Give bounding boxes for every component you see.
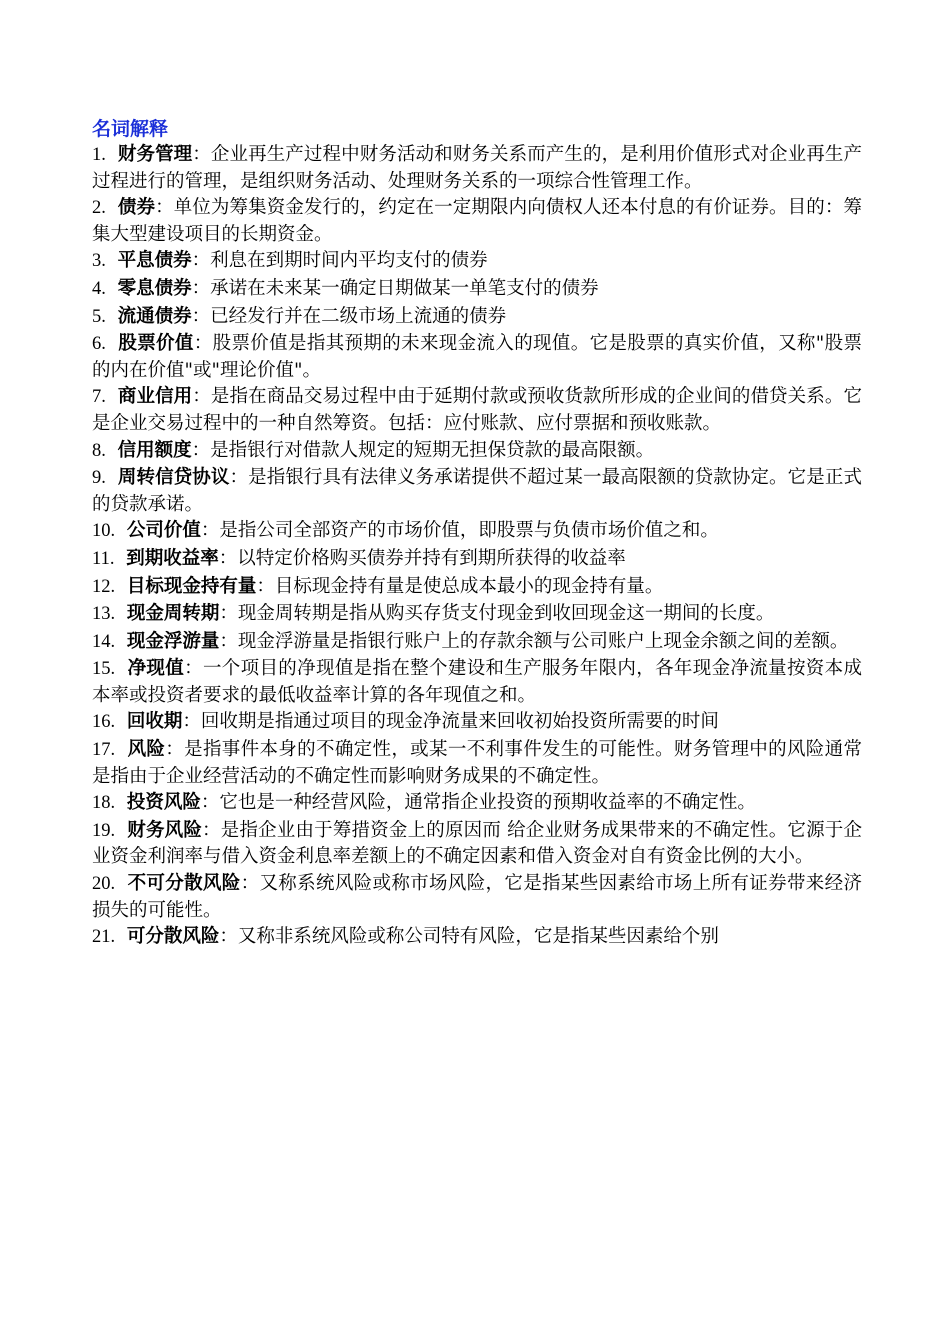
definition-entry [92,438,862,465]
definition-entry [92,331,862,383]
entry-number: 14. [92,631,116,652]
definition-entry [92,142,862,194]
entry-definition: 目标现金持有量是使总成本最小的现金持有量。 [274,575,664,597]
entry-separator: ： [200,792,220,814]
entry-term: 风险 [127,739,166,761]
entry-separator: ： [200,520,220,542]
entry-number: 7. [92,387,106,408]
entry-term: 债券 [117,197,156,219]
entry-separator: ： [184,658,203,680]
entry-number: 13. [92,604,116,625]
definition-entry [92,276,862,303]
entry-number: 16. [92,712,116,733]
entry-definition: 承诺在未来某一确定日期做某一单笔支付的债券 [210,277,599,299]
entry-separator: ： [240,873,260,895]
entry-term: 平息债券 [117,250,192,272]
entry-number: 8. [92,440,106,461]
entry-definition: 回收期是指通过项目的现金净流量来回收初始投资所需要的时间 [200,711,719,733]
entry-definition: 一个项目的净现值是指在整个建设和生产服务年限内，各年现金净流量按资本成本率或投资者要求的最低收益率计算的各年现值之和。 [92,658,862,706]
entry-term: 不可分散风险 [127,873,241,895]
entry-number: 3. [92,251,106,272]
definition-entry [92,465,862,517]
entry-term: 零息债券 [117,277,192,299]
entry-number: 12. [92,576,116,597]
entry-definition: 是指企业由于筹措资金上的原因而 给企业财务成果带来的不确定性。它源于企业资金利润率与借入资金利息率差额上的不确定因素和借入资金对自有资金比例的大小。 [92,819,862,868]
entry-separator: ： [218,547,238,569]
definition-entry [92,574,862,601]
entry-number: 5. [92,306,106,327]
definition-entry [92,601,862,628]
entry-separator: ： [192,144,211,165]
entry-definition: 又称系统风险或称市场风险，它是指某些因素给市场上所有证券带来经济损失的可能性。 [92,873,862,921]
entry-separator: ： [219,630,238,652]
entry-definition: 是指银行对借款人规定的短期无担保贷款的最高限额。 [210,439,655,461]
entry-separator: ： [155,197,174,219]
entry-separator: ： [192,386,211,408]
entry-number: 2. [92,198,106,219]
entry-number: 15. [92,659,116,680]
entry-term: 财务管理 [117,144,193,165]
definition-entry [92,304,862,331]
entry-term: 可分散风险 [126,926,220,948]
entry-definition: 是指在商品交易过程中由于延期付款或预收货款所形成的企业间的借贷关系。它是企业交易过程中的一种自然筹资。包括：应付账款、应付票据和预收账款。 [92,386,862,434]
entry-number: 6. [92,334,106,355]
definition-entry [92,546,862,573]
definition-list [92,142,862,951]
entry-separator: ： [229,467,249,489]
definition-entry [92,518,862,545]
document-page [92,116,862,952]
entry-number: 20. [92,874,116,895]
entry-definition: 利息在到期时间内平均支付的债券 [210,250,488,272]
entry-definition: 现金周转期是指从购买存货支付现金到收回现金这一期间的长度。 [237,603,775,625]
entry-separator: ： [193,333,213,355]
entry-number: 11. [92,548,115,569]
entry-number: 19. [92,820,116,841]
entry-term: 流通债券 [117,305,192,327]
definition-entry [92,384,862,436]
entry-definition: 单位为筹集资金发行的，约定在一定期限内向债权人还本付息的有价证券。目的：筹集大型建设项目的长期资金。 [92,197,862,245]
section-heading: 名词解释 [92,118,169,140]
entry-number: 18. [92,793,116,814]
entry-number: 10. [92,521,116,542]
entry-number: 17. [92,740,116,761]
entry-number: 21. [92,927,116,948]
entry-term: 信用额度 [117,439,192,461]
entry-separator: ： [191,277,211,299]
entry-definition: 是指银行具有法律义务承诺提供不超过某一最高限额的贷款协定。它是正式的贷款承诺。 [92,467,862,515]
entry-term: 到期收益率 [126,547,219,569]
entry-separator: ： [219,603,238,625]
entry-term: 回收期 [126,711,183,733]
entry-definition: 是指公司全部资产的市场价值，即股票与负债市场价值之和。 [219,520,719,542]
entry-term: 商业信用 [117,386,193,408]
entry-term: 现金周转期 [126,603,220,625]
entry-term: 公司价值 [126,520,201,542]
entry-term: 现金浮游量 [126,630,220,652]
entry-definition: 股票价值是指其预期的未来现金流入的现值。它是股票的真实价值，又称"股票的内在价值"或"理论价值"。 [92,333,862,381]
entry-number: 4. [92,278,106,299]
entry-number: 1. [92,145,106,165]
entry-separator: ： [191,305,211,327]
entry-separator: ： [182,711,201,733]
entry-separator: ： [165,739,185,761]
entry-definition: 以特定价格购买债券并持有到期所获得的收益率 [237,547,626,569]
entry-separator: ： [219,926,238,948]
entry-term: 股票价值 [118,333,194,355]
definition-entry [92,924,862,951]
entry-separator: ： [202,819,221,841]
entry-term: 周转信贷协议 [117,467,230,489]
entry-term: 净现值 [127,658,185,680]
definition-entry [92,871,862,923]
definition-entry [92,629,862,656]
definition-entry [92,818,862,870]
definition-entry [92,790,862,817]
entry-separator: ： [191,439,211,461]
definition-entry [92,737,862,789]
entry-definition: 是指事件本身的不确定性，或某一不利事件发生的可能性。财务管理中的风险通常是指由于企业经营活动的不确定性而影响财务成果的不确定性。 [92,739,862,787]
entry-definition: 已经发行并在二级市场上流通的债券 [210,305,507,327]
entry-separator: ： [191,250,211,272]
entry-term: 目标现金持有量 [126,575,257,597]
definition-entry [92,195,862,247]
definition-entry [92,709,862,736]
definition-entry [92,656,862,708]
entry-definition: 又称非系统风险或称公司特有风险，它是指某些因素给个别 [237,926,719,948]
entry-term: 财务风险 [127,819,203,841]
definition-entry [92,248,862,275]
entry-number: 9. [92,468,106,489]
entry-definition: 它也是一种经营风险，通常指企业投资的预期收益率的不确定性。 [219,792,756,814]
entry-definition: 现金浮游量是指银行账户上的存款余额与公司账户上现金余额之间的差额。 [237,630,849,652]
entry-separator: ： [256,575,275,597]
entry-definition: 企业再生产过程中财务活动和财务关系而产生的，是利用价值形式对企业再生产过程进行的管理，是组织财务活动、处理财务关系的一项综合性管理工作。 [92,144,862,192]
entry-term: 投资风险 [126,792,201,814]
